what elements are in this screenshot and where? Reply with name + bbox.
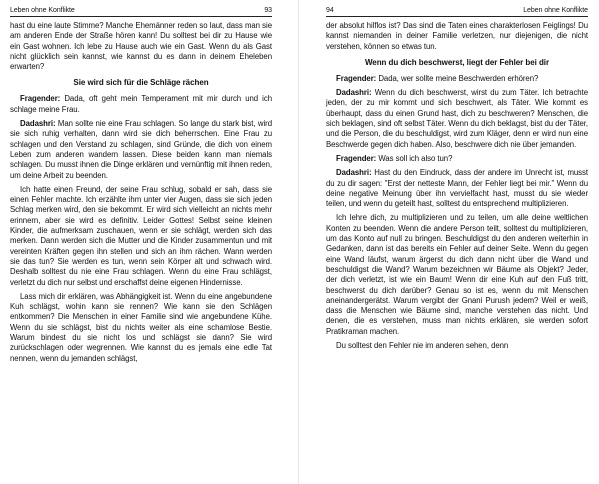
dialogue-text: Wenn du dich beschwerst, wirst du zum Täter. Ich betrachte jeden, der zu mir kommt und sich beschwert, als Täter. Wie kommt es überhaupt, dass du einen Grund hast, dich zu beschweren? Menschen, die sich beklagen, sind oft selbst Täter. Wenn du dich beklagst, bist du der Täter, und die Person, die du beschuldigst, wird zum Kläger, denn er wird nun eine Beschwerde gegen dich haben. Also, beschwere dich nie über jemanden. [326,88,588,149]
right-paragraph-2: Ich lehre dich, zu multiplizieren und zu teilen, um alle deine weltlichen Konten zu beenden. Wenn die andere Person teilt, solltest du multiplizieren, um das Konto auf null zu bringen. Beschuldigst du den anderen weiterhin in Gedanken, dann ist das bereits ein Fehler auf deiner Seite. Wenn du gegen eine Wand läufst, warum ärgerst du dich dann nicht über die Wand und beschuldigst die Wand? Warum bezeichnen wir Bäume als Objekt? Jeder, der dich verletzt, ist wie ein Baum! Wenn dir eine Kuh auf den Fuß tritt, beschwerst du dich darüber? Genau so ist es, wenn du mit Menschen aneinandergerätst. Warum vergibt der Gnani Purush jedem? Weil er weiß, dass die Menschen wie Bäume sind, manche verstehen das nicht. Und denen, die es verstehen, muss man nichts erklären, sie werden sofort Pratikraman machen. [326,213,588,336]
right-dialogue-4 [326,168,588,209]
dialogue-text: Dada, oft geht mein Temperament mit mir durch und ich schlage meine Frau. [10,94,272,114]
right-paragraph-3: Du solltest den Fehler nie im anderen sehen, denn [336,341,509,351]
speaker-label: Dadashri: [336,168,372,178]
right-page-number: 94 [326,7,334,14]
left-dialogue-2 [10,119,272,181]
dialogue-text: Dada, wer sollte meine Beschwerden erhören? [376,73,539,83]
left-page-number: 93 [264,7,272,14]
page-gutter [298,0,299,484]
left-dialogue-1 [10,94,272,115]
right-dialogue-3 [326,154,588,164]
dialogue-text: Hast du den Eindruck, dass der andere im Unrecht ist, musst du zu dir sagen: "Erst der netteste Mann, der Fehler liegt bei mir." Wenn du deine negative Meinung über ihn vervielfacht hast, musst du sie wieder teilen, und wenn du geteilt hast, solltest du entsprechend multiplizieren. [326,168,588,209]
right-dialogue-1 [326,74,588,84]
speaker-label: Fragender: [336,73,377,83]
right-page [326,6,588,478]
speaker-label: Fragender: [336,153,377,163]
left-page [10,6,272,478]
right-page-header [326,6,588,17]
dialogue-text: Man sollte nie eine Frau schlagen. So lange du stark bist, wird sie sich ruhig verhalten, dann wird sie dich beherrschen. Eine Frau zu schlagen und den Verstand zu schlagen, sind Gründe, die dich von einem Leben zum anderen wandern lassen. Diese beiden kann man niemals schlagen. Du musst ihnen die Dinge erklären und vernünftig mit ihnen reden, um deine Arbeit zu beenden. [10,119,272,180]
left-paragraph-2: Ich hatte einen Freund, der seine Frau schlug, sobald er sah, dass sie einen Fehler machte. Ich erzählte ihm unter vier Augen, dass sie sich jeden Schlag merken wird, den sie bekommt. Er wird sich vielleicht an nichts mehr erinnern, aber sie wird es definitiv. Leider Gottes! Selbst seine kleinen Kinder, die aufmerksam zuschauen, wenn er sie schlägt, werden sich das merken. Dann werden sich die Mutter und die Kinder zusammentun und mit vereinten Kräften gegen ihn stellen und sich an ihm rächen. Wann werden sie das tun? Sie werden es tun, wenn sein Körper alt und schwach wird. Deshalb solltest du nie eine Frau schlagen. Wenn du eine Frau schlägst, verletzt du dich nur selbst und erschaffst deine eigenen Hindernisse. [10,184,272,287]
speaker-label: Dadashri: [20,119,56,129]
speaker-label: Dadashri: [336,88,372,98]
right-section-heading: Wenn du dich beschwerst, liegt der Fehler bei dir [364,57,550,67]
left-page-header [10,6,272,17]
left-section-heading: Sie wird sich für die Schläge rächen [73,78,209,88]
right-paragraph-1: der absolut hilflos ist? Das sind die Taten eines charakterlosen Feiglings! Du kannst niemanden in deiner Familie verletzen, nur diejenigen, die nicht verstehen, können so etwas tun. [326,21,588,51]
dialogue-text: Was soll ich also tun? [376,153,453,163]
right-dialogue-2 [326,88,588,150]
left-paragraph-3: Lass mich dir erklären, was Abhängigkeit ist. Wenn du eine angebundene Kuh schlägst, wohin kann sie rennen? Wie kann sie den Schlägen entkommen? Die Menschen in einer Familie sind wie angebundene Kühe. Wenn du sie schlägst, bist du nichts weiter als eine schamlose Bestie. Warum bindest du sie nicht los und schlägst sie dann? Sie wird zurückschlagen oder wegrennen. Wie kannst du es jemals eine edle Tat nennen, wenn du jemanden schlägst, [10,291,272,363]
left-running-title: Leben ohne Konflikte [10,7,75,14]
right-running-title: Leben ohne Konflikte [523,7,588,14]
speaker-label: Fragender: [20,94,61,104]
left-paragraph-1: hast du eine laute Stimme? Manche Ehemänner reden so laut, dass man sie am anderen Ende der Straße hören kann! Du solltest bei dir zu Hause wie ein Gast wohnen. Ich lebe zu Hause auch wie ein Gast. Wenn du als Gast nicht glücklich sein kannst, wie kannst du es dann in deinem Eheleben erwarten? [10,21,272,72]
